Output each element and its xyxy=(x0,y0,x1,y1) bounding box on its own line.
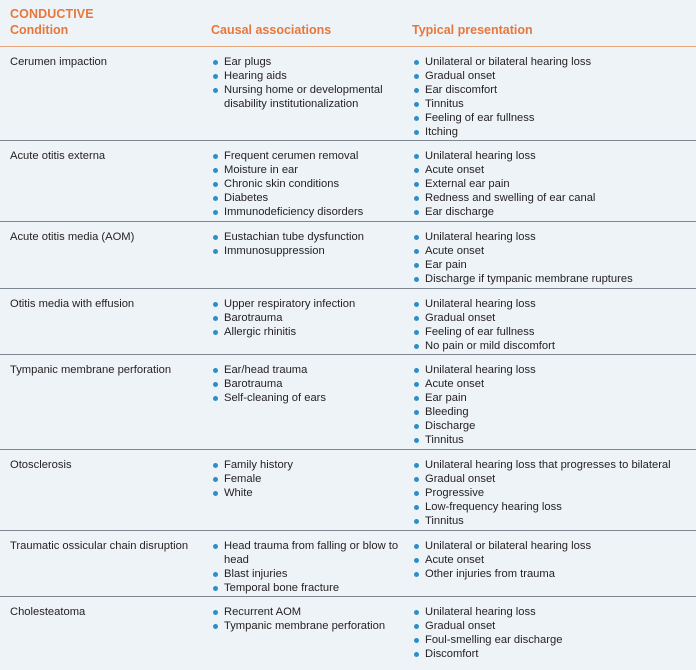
bullet-icon xyxy=(414,610,419,615)
condition-cell: Acute otitis media (AOM) xyxy=(10,231,135,243)
bullet-icon xyxy=(414,302,419,307)
bullet-icon xyxy=(213,586,218,591)
list-item: Tinnitus xyxy=(412,98,694,112)
bullet-icon xyxy=(414,235,419,240)
bullet-icon xyxy=(414,154,419,159)
bullet-icon xyxy=(414,116,419,121)
bullet-icon xyxy=(414,396,419,401)
bullet-icon xyxy=(414,505,419,510)
bullet-icon xyxy=(414,624,419,629)
bullet-icon xyxy=(213,60,218,65)
bullet-icon xyxy=(414,263,419,268)
table-row xyxy=(0,289,696,355)
bullet-icon xyxy=(213,168,218,173)
list-item: Chronic skin conditions xyxy=(211,178,401,192)
list-item: Family history xyxy=(211,459,401,473)
table-row xyxy=(0,450,696,531)
bullet-icon xyxy=(213,88,218,93)
list-item: Female xyxy=(211,473,401,487)
list-item: Unilateral hearing loss that progresses to bilateral xyxy=(412,459,694,473)
causes-list xyxy=(211,150,401,220)
bullet-icon xyxy=(414,60,419,65)
bullet-icon xyxy=(414,572,419,577)
list-item: Gradual onset xyxy=(412,473,694,487)
list-item: Unilateral hearing loss xyxy=(412,150,694,164)
presentation-list xyxy=(412,364,694,447)
presentation-list xyxy=(412,298,694,354)
presentation-list xyxy=(412,606,694,662)
presentation-list xyxy=(412,540,694,582)
bullet-icon xyxy=(414,638,419,643)
bullet-icon xyxy=(414,438,419,443)
list-item: Nursing home or developmental disability institutionalization xyxy=(211,84,401,112)
bullet-icon xyxy=(414,249,419,254)
bullet-icon xyxy=(213,544,218,549)
list-item: Hearing aids xyxy=(211,70,401,84)
list-item: Frequent cerumen removal xyxy=(211,150,401,164)
list-item: Progressive xyxy=(412,487,694,501)
list-item: Allergic rhinitis xyxy=(211,326,401,340)
list-item: Blast injuries xyxy=(211,568,401,582)
causes-list xyxy=(211,364,401,406)
bullet-icon xyxy=(414,130,419,135)
list-item: Temporal bone fracture xyxy=(211,582,401,596)
causes-list xyxy=(211,606,401,634)
table-row xyxy=(0,597,696,670)
list-item: Acute onset xyxy=(412,245,694,259)
list-item: Barotrauma xyxy=(211,312,401,326)
list-item: Discharge if tympanic membrane ruptures xyxy=(412,273,694,287)
list-item: Unilateral hearing loss xyxy=(412,606,694,620)
causes-list xyxy=(211,459,401,501)
bullet-icon xyxy=(213,235,218,240)
list-item: Unilateral or bilateral hearing loss xyxy=(412,540,694,554)
bullet-icon xyxy=(414,368,419,373)
bullet-icon xyxy=(213,572,218,577)
list-item: Ear discharge xyxy=(412,206,694,220)
bullet-icon xyxy=(414,316,419,321)
bullet-icon xyxy=(213,624,218,629)
list-item: Foul-smelling ear discharge xyxy=(412,634,694,648)
list-item: Ear discomfort xyxy=(412,84,694,98)
list-item: Ear pain xyxy=(412,392,694,406)
presentation-list xyxy=(412,459,694,529)
bullet-icon xyxy=(414,463,419,468)
bullet-icon xyxy=(414,182,419,187)
bullet-icon xyxy=(414,196,419,201)
presentation-list xyxy=(412,150,694,220)
bullet-icon xyxy=(414,102,419,107)
bullet-icon xyxy=(213,330,218,335)
list-item: Ear plugs xyxy=(211,56,401,70)
list-item: Discharge xyxy=(412,420,694,434)
causes-list xyxy=(211,56,401,112)
list-item: Itching xyxy=(412,126,694,140)
presentation-list xyxy=(412,56,694,139)
bullet-icon xyxy=(414,168,419,173)
list-item: Feeling of ear fullness xyxy=(412,326,694,340)
bullet-icon xyxy=(414,477,419,482)
bullet-icon xyxy=(213,396,218,401)
column-header-condition: Condition xyxy=(10,23,69,37)
condition-cell: Acute otitis externa xyxy=(10,150,106,162)
condition-cell: Traumatic ossicular chain disruption xyxy=(10,540,189,552)
list-item: External ear pain xyxy=(412,178,694,192)
list-item: Unilateral hearing loss xyxy=(412,231,694,245)
bullet-icon xyxy=(414,652,419,657)
list-item: Moisture in ear xyxy=(211,164,401,178)
condition-cell: Cerumen impaction xyxy=(10,56,108,68)
list-item: Gradual onset xyxy=(412,620,694,634)
list-item: Low-frequency hearing loss xyxy=(412,501,694,515)
bullet-icon xyxy=(414,382,419,387)
causes-list xyxy=(211,540,401,596)
bullet-icon xyxy=(213,316,218,321)
bullet-icon xyxy=(414,491,419,496)
list-item: Acute onset xyxy=(412,164,694,178)
bullet-icon xyxy=(414,558,419,563)
list-item: White xyxy=(211,487,401,501)
list-item: Bleeding xyxy=(412,406,694,420)
table-row xyxy=(0,47,696,141)
list-item: Feeling of ear fullness xyxy=(412,112,694,126)
bullet-icon xyxy=(213,368,218,373)
table-header xyxy=(0,0,696,47)
list-item: Diabetes xyxy=(211,192,401,206)
condition-cell: Otosclerosis xyxy=(10,459,72,471)
bullet-icon xyxy=(414,410,419,415)
list-item: Recurrent AOM xyxy=(211,606,401,620)
list-item: Other injuries from trauma xyxy=(412,568,694,582)
bullet-icon xyxy=(213,610,218,615)
bullet-icon xyxy=(213,74,218,79)
list-item: Unilateral or bilateral hearing loss xyxy=(412,56,694,70)
bullet-icon xyxy=(414,88,419,93)
condition-cell: Tympanic membrane perforation xyxy=(10,364,172,376)
bullet-icon xyxy=(213,491,218,496)
list-item: Unilateral hearing loss xyxy=(412,298,694,312)
list-item: Ear pain xyxy=(412,259,694,273)
column-header-causes: Causal associations xyxy=(211,23,332,37)
list-item: Gradual onset xyxy=(412,312,694,326)
bullet-icon xyxy=(414,74,419,79)
list-item: Discomfort xyxy=(412,648,694,662)
bullet-icon xyxy=(213,196,218,201)
list-item: Immunodeficiency disorders xyxy=(211,206,401,220)
bullet-icon xyxy=(414,544,419,549)
bullet-icon xyxy=(213,477,218,482)
presentation-list xyxy=(412,231,694,287)
bullet-icon xyxy=(213,182,218,187)
list-item: Upper respiratory infection xyxy=(211,298,401,312)
table-row xyxy=(0,222,696,289)
list-item: Self-cleaning of ears xyxy=(211,392,401,406)
list-item: Head trauma from falling or blow to head xyxy=(211,540,401,568)
bullet-icon xyxy=(414,277,419,282)
condition-cell: Otitis media with effusion xyxy=(10,298,135,310)
causes-list xyxy=(211,231,401,259)
bullet-icon xyxy=(213,210,218,215)
list-item: Acute onset xyxy=(412,378,694,392)
list-item: No pain or mild discomfort xyxy=(412,340,694,354)
table-row xyxy=(0,355,696,450)
list-item: Tinnitus xyxy=(412,515,694,529)
bullet-icon xyxy=(213,154,218,159)
list-item: Redness and swelling of ear canal xyxy=(412,192,694,206)
bullet-icon xyxy=(414,210,419,215)
table-row xyxy=(0,531,696,597)
bullet-icon xyxy=(213,382,218,387)
condition-cell: Cholesteatoma xyxy=(10,606,86,618)
section-label: CONDUCTIVE xyxy=(10,7,94,21)
column-header-presentation: Typical presentation xyxy=(412,23,533,37)
bullet-icon xyxy=(414,330,419,335)
bullet-icon xyxy=(213,249,218,254)
bullet-icon xyxy=(213,302,218,307)
bullet-icon xyxy=(213,463,218,468)
list-item: Ear/head trauma xyxy=(211,364,401,378)
list-item: Tympanic membrane perforation xyxy=(211,620,401,634)
bullet-icon xyxy=(414,519,419,524)
bullet-icon xyxy=(414,424,419,429)
table-row xyxy=(0,141,696,222)
list-item: Acute onset xyxy=(412,554,694,568)
list-item: Tinnitus xyxy=(412,434,694,448)
bullet-icon xyxy=(414,344,419,349)
list-item: Barotrauma xyxy=(211,378,401,392)
causes-list xyxy=(211,298,401,340)
list-item: Unilateral hearing loss xyxy=(412,364,694,378)
list-item: Eustachian tube dysfunction xyxy=(211,231,401,245)
list-item: Immunosuppression xyxy=(211,245,401,259)
list-item: Gradual onset xyxy=(412,70,694,84)
